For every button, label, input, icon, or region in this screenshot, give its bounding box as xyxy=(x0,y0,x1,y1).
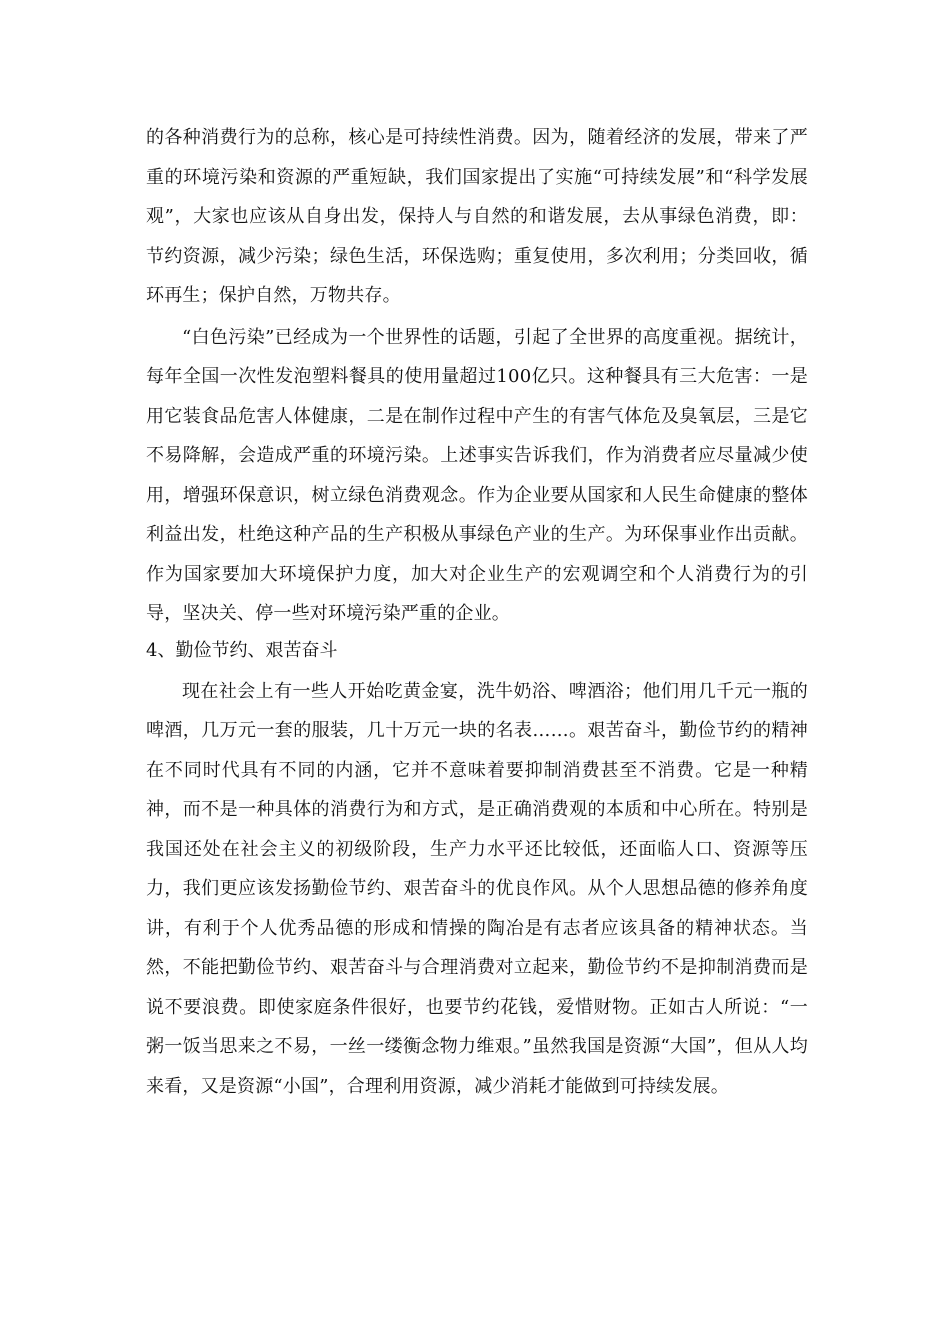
document-page xyxy=(146,118,808,1106)
paragraph-green-consumption: 的各种消费行为的总称，核心是可持续性消费。因为，随着经济的发展，带来了严重的环境污染和资源的严重短缺，我们国家提出了实施“可持续发展”和“科学发展观”，大家也应该从自身出发，保持人与自然的和谐发展，去从事绿色消费，即：节约资源，减少污染；绿色生活，环保选购；重复使用，多次利用；分类回收，循环再生；保护自然，万物共存。 xyxy=(146,127,808,306)
paragraph-white-pollution: “白色污染”已经成为一个世界性的话题，引起了全世界的高度重视。据统计，每年全国一次性发泡塑料餐具的使用量超过100亿只。这种餐具有三大危害：一是用它装食品危害人体健康，二是在制作过程中产生的有害气体危及臭氧层，三是它不易降解，会造成严重的环境污染。上述事实告诉我们，作为消费者应尽量减少使用，增强环保意识，树立绿色消费观念。作为企业要从国家和人民生命健康的整体利益出发，杜绝这种产品的生产积极从事绿色产业的生产。为环保事业作出贡献。作为国家要加大环境保护力度，加大对企业生产的宏观调空和个人消费行为的引导，坚决关、停一些对环境污染严重的企业。 xyxy=(146,326,808,624)
section-heading-thrift: 4、勤俭节约、艰苦奋斗 xyxy=(146,639,338,661)
paragraph-thrift-hard-work: 现在社会上有一些人开始吃黄金宴，洗牛奶浴、啤酒浴；他们用几千元一瓶的啤酒，几万元一套的服装，几十万元一块的名表……。艰苦奋斗，勤俭节约的精神在不同时代具有不同的内涵，它并不意味着要抑制消费甚至不消费。它是一种精神，而不是一种具体的消费行为和方式，是正确消费观的本质和中心所在。特别是我国还处在社会主义的初级阶段，生产力水平还比较低，还面临人口、资源等压力，我们更应该发扬勤俭节约、艰苦奋斗的优良作风。从个人思想品德的修养角度讲，有利于个人优秀品德的形成和情操的陶冶是有志者应该具备的精神状态。当然，不能把勤俭节约、艰苦奋斗与合理消费对立起来，勤俭节约不是抑制消费而是说不要浪费。即使家庭条件很好，也要节约花钱，爱惜财物。正如古人所说：“一粥一饭当思来之不易，一丝一缕衡念物力维艰。”虽然我国是资源“大国”，但从人均来看，又是资源“小国”，合理利用资源，减少消耗才能做到可持续发展。 xyxy=(146,680,808,1097)
